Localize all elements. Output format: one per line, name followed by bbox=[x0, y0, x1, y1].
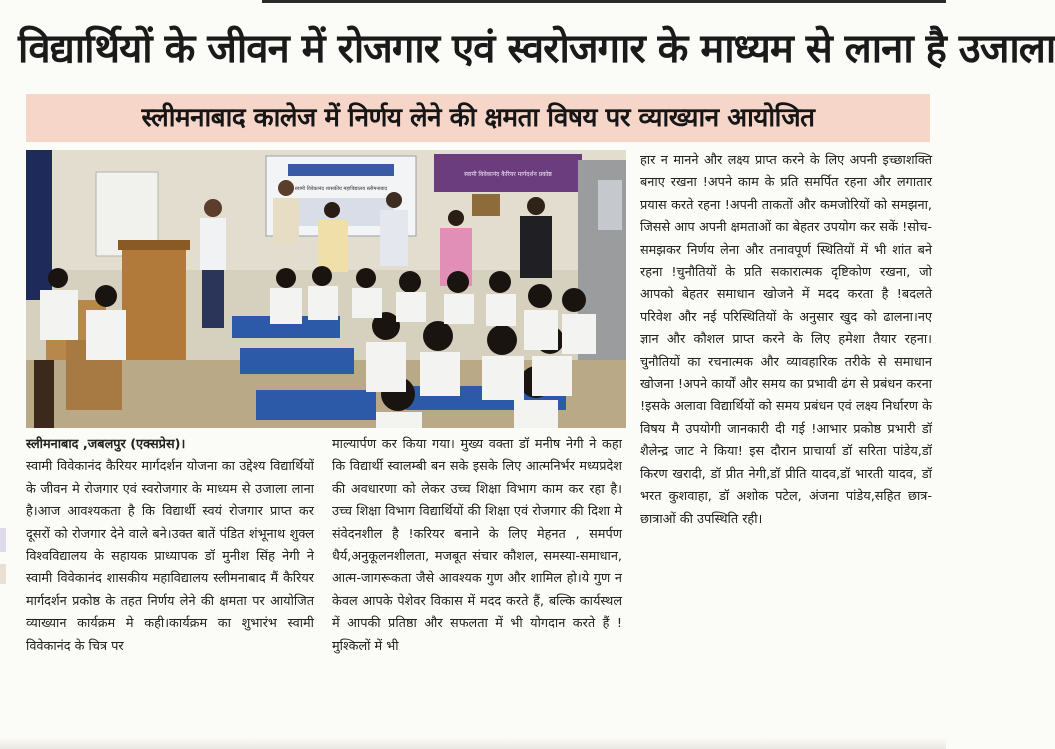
page-bottom-edge bbox=[0, 738, 946, 749]
dateline: स्लीमनाबाद ,जबलपुर (एक्सप्रेस)। bbox=[26, 437, 186, 452]
article-text-1: स्वामी विवेकानंद कैरियर मार्गदर्शन योजना का उद्देश्य विद्यार्थियों के जीवन मे रोजगार एवं स्वरोजगार के माध्यम से उजाला लाना है।आज आवश्यकता है कि विद्यार्थी स्वयं रोजगार प्राप्त कर दूसरों को रोजगार देने वाले बने।उक्त बातें पंडित शंभूनाथ शुक्ल विश्वविद्यालय के सहायक प्राध्यापक डॉ मुनीश सिंह नेगी ने स्वामी विवेकानंद शासकीय महाविद्यालय स्लीमनाबाद मैं कैरियर मार्गदर्शन प्रकोष्ठ के तहत निर्णय लेने की क्षमता पर आयोजित व्याख्यान कार्यक्रम मे कही।कार्यक्रम का शुभारंभ स्वामी विवेकानंद के चित्र पर bbox=[26, 459, 314, 654]
photo-banner-text: स्वामी विवेकानंद कैरियर मार्गदर्शन प्रकोष्ठ bbox=[464, 171, 552, 178]
subheadline: स्लीमनाबाद कालेज में निर्णय लेने की क्षमता विषय पर व्याख्यान आयोजित bbox=[26, 94, 930, 142]
article-column-1 bbox=[26, 434, 314, 658]
event-photo bbox=[26, 150, 626, 428]
top-rule bbox=[262, 0, 946, 3]
article-column-3 bbox=[640, 150, 932, 531]
article-text-3: हार न मानने और लक्ष्य प्राप्त करने के लिए अपनी इच्छाशक्ति बनाए रखना !अपने काम के प्रति समर्पित रहना और लगातार प्रयास करते रहना !अपनी ताकतों और कमजोरियों को समझना, जिससे आप अपनी क्षमताओं का बेहतर उपयोग कर सकें !सोच-समझकर निर्णय लेना और तनावपूर्ण स्थितियों में भी शांत बने रहना !चुनौतियों के प्रति सकारात्मक दृष्टिकोण रखना, जो आपको बेहतर समाधान खोजने में मदद करता है !बदलते परिवेश और नई परिस्थितियों के अनुसार खुद को ढालना।नए ज्ञान और कौशल प्राप्त करने के लिए हमेशा तैयार रहना।चुनौतियों का रचनात्मक और व्यावहारिक तरीके से समाधान खोजना !अपने कार्यों और समय का प्रभावी ढंग से प्रबंधन करना !इसके अलावा विद्यार्थियों को समय प्रबंधन एवं लक्ष्य निर्धारण के विषय मै उपयोगी जानकारी दी गई !आभार प्रकोष्ठ प्रभारी डॉ शैलेन्द्र जाट ने किया! इस दौरान प्राचार्या डॉ सरिता पांडेय,डॉ किरण खरादी, डॉ प्रीत नेगी,डॉ प्रीति यादव,डॉ भारती यादव, डॉ भरत कुशवाहा, डॉ अशोक पटेल, अंजना पांडेय,सहित छात्र-छात्राओं की उपस्थिति रही। bbox=[640, 153, 932, 527]
headline: विद्यार्थियों के जीवन में रोजगार एवं स्वरोजगार के माध्यम से लाना है उजाला bbox=[18, 26, 1055, 72]
margin-marks bbox=[0, 528, 6, 608]
photo-screen-text: स्वामी विवेकानंद शासकीय महाविद्यालय स्लीमनाबाद bbox=[294, 186, 388, 192]
article-text-2: माल्यार्पण कर किया गया। मुख्य वक्ता डॉ मनीष नेगी ने कहा कि विद्यार्थी स्वालम्बी बन सके इसके लिए आत्मनिर्भर मध्यप्रदेश की अवधारणा को लेकर उच्च शिक्षा विभाग काम कर रहा है।उच्च शिक्षा विभाग विद्यार्थियों की शिक्षा एवं रोजगार की दिशा मे संवेदनशील है !करियर बनाने के लिए मेहनत , समर्पण धैर्य,अनुकूलनशीलता, मजबूत संचार कौशल, समस्या-समाधान, आत्म-जागरूकता जैसे आवश्यक गुण और शामिल हो।ये गुण न केवल आपके पेशेवर विकास में मदद करते हैं, बल्कि कार्यस्थल में आपकी प्रतिष्ठा और सफलता में भी योगदान करते हैं !मुश्किलों में भी bbox=[332, 437, 622, 654]
article-column-2 bbox=[332, 434, 622, 658]
